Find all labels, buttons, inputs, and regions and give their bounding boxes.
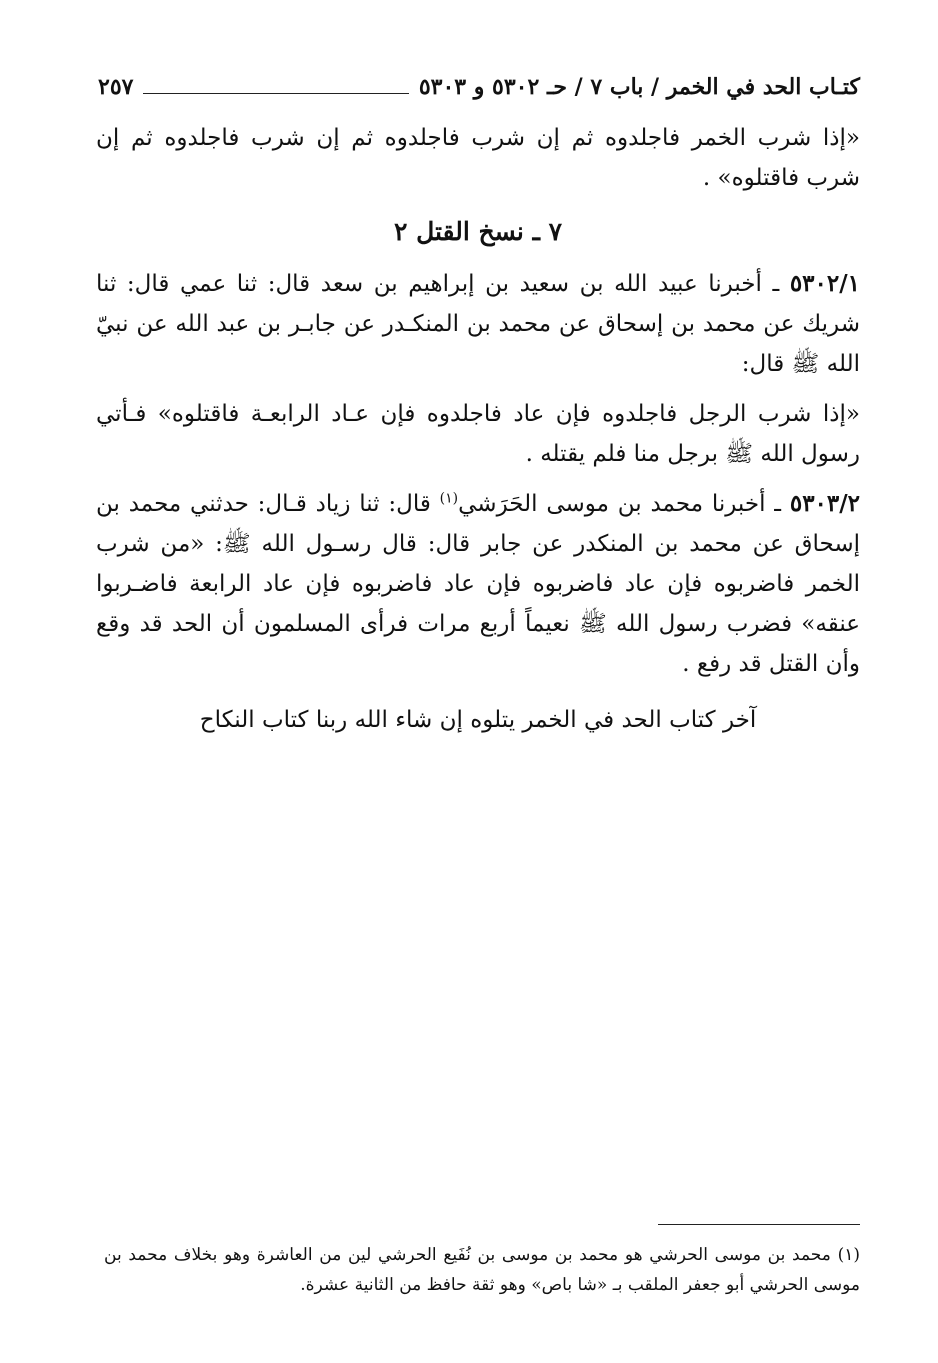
- hadith-5303-text-b: قال: ثنا زياد قـال: حدثني محمد بن إسحاق عن محمد بن المنكدر عن جابر قال: قال رسـول الله ﷺ: «من شرب الخمر فاضربوه فإن عاد فاضربوه فإن عاد فاضربوه فإن عاد الرابعة فاضـربوا عنقه» فضرب رسول الله ﷺ نعيماً أربع مرات فرأى المسلمون أن الحد قد وقع وأن القتل قد رفع .: [96, 491, 860, 677]
- hadith-number-5303: ٥٣٠٣/٢: [789, 490, 861, 517]
- closing-line: آخر كتاب الحد في الخمر يتلوه إن شاء الله ربنا كتاب النكاح: [199, 707, 757, 733]
- footnote-reference: (١): [439, 490, 459, 507]
- hadith-number-5302: ٥٣٠٢/١: [789, 270, 860, 297]
- hadith-5303: [96, 484, 860, 684]
- hadith-5303-text-a: ـ أخبرنا محمد بن موسى الحَرَشي: [458, 491, 790, 517]
- footnote: (١) محمد بن موسى الحرشي هو محمد بن موسى بن نُفَيع الحرشي لين من العاشرة وهو بخلاف محمد بن موسى الحرشي أبو جعفر الملقب بـ «شا باص» وهو ثقة حافظ من الثانية عشرة.: [104, 1245, 860, 1295]
- body-text: [96, 118, 860, 750]
- hadith-5302-text: ـ أخبرنا عبيد الله بن سعيد بن إبراهيم بن سعد قال: ثنا عمي قال: ثنا شريك عن محمد بن إسحاق عن محمد بن المنكـدر عن جابـر بن عبد الله عن نبيّ الله ﷺ قال:: [96, 271, 860, 377]
- running-head: [98, 66, 860, 100]
- section-heading: ٧ ـ نسخ القتل ٢: [393, 217, 563, 246]
- paragraph-hadith-quote: «إذا شرب الخمر فاجلدوه ثم إن شرب فاجلدوه ثم إن شرب فاجلدوه ثم إن شرب فاقتلوه» .: [96, 125, 860, 191]
- hadith-5302-matn: «إذا شرب الرجل فاجلدوه فإن عاد فاجلدوه فإن عـاد الرابعـة فاقتلوه» فـأتي رسول الله ﷺ برجل منا فلم يقتله .: [96, 401, 860, 467]
- running-head-title: كتـاب الحد في الخمر / باب ٧ / حـ ٥٣٠٢ و ٥٣٠٣: [418, 74, 860, 100]
- footnote-rule: [658, 1224, 860, 1225]
- hadith-5302: [96, 264, 860, 384]
- page-number: ٢٥٧: [98, 74, 134, 100]
- running-head-rule: [143, 93, 408, 94]
